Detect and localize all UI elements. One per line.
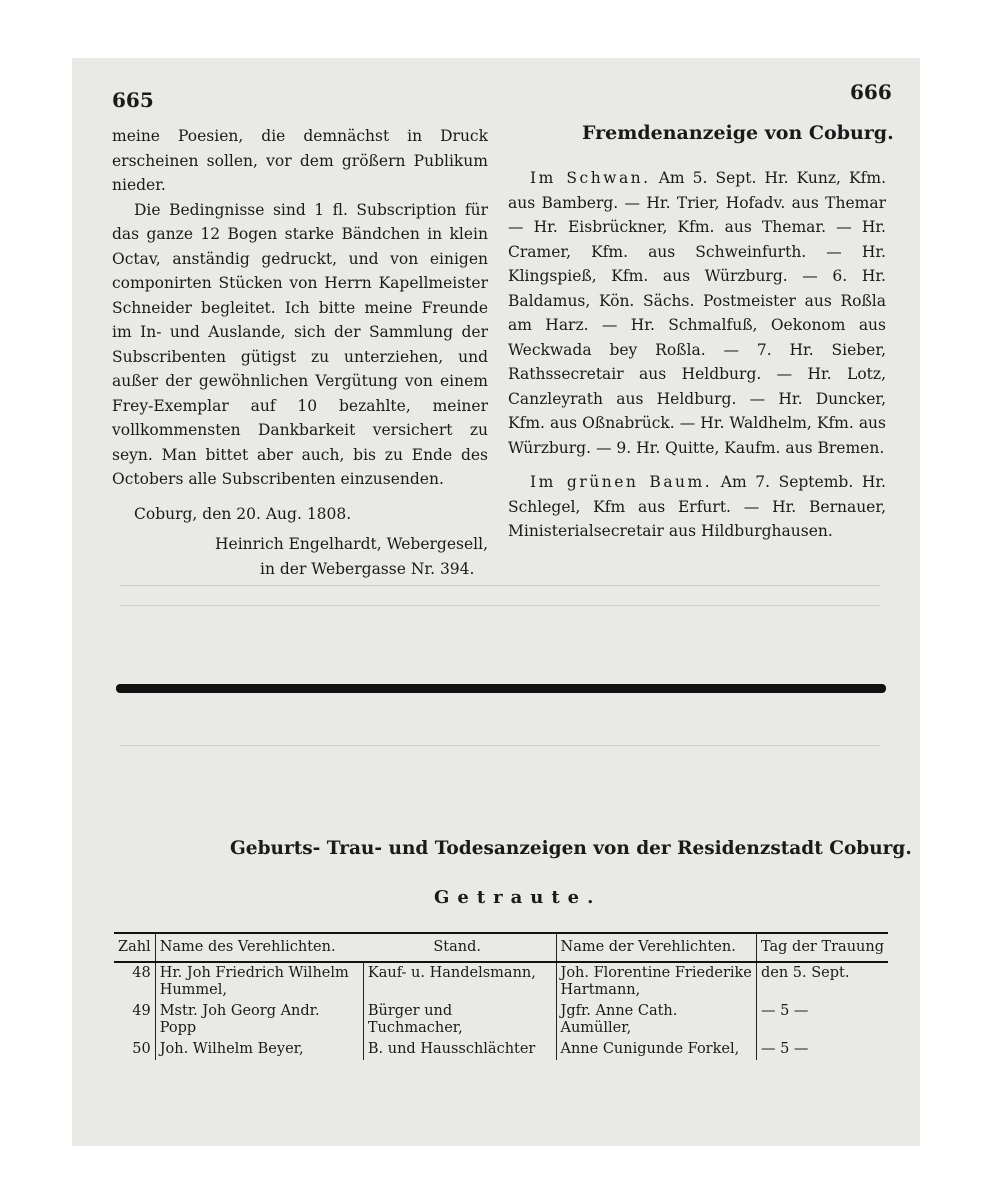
column-header: Tag der Trauung — [756, 933, 888, 962]
table-row — [114, 1001, 888, 1039]
paragraph — [508, 470, 886, 544]
table-row — [114, 1039, 888, 1060]
right-column — [508, 166, 886, 544]
table-cell: 49 — [132, 1003, 151, 1019]
paragraph-text: Am 7. Septemb. Hr. Schlegel, Kfm aus Erfurt. — Hr. Bernauer, Ministerialsecretair aus Hildburghausen. — [508, 473, 886, 540]
inn-name: Im grünen Baum. — [530, 473, 713, 491]
table-cell: Joh. Florentine Friederike Hartmann, — [556, 962, 756, 1001]
table-cell: Mstr. Joh Georg Andr. Popp — [155, 1001, 363, 1039]
column-header: Name des Verehlichten. — [155, 933, 363, 962]
column-header: Name der Verehlichten. — [556, 933, 756, 962]
paragraph-text: Am 5. Sept. Hr. Kunz, Kfm. aus Bamberg. — Hr. Trier, Hofadv. aus Themar — Hr. Eisbrückner, Kfm. aus Themar. — Hr. Cramer, Kfm. aus Schweinfurth. — Hr. Klingspieß, Kfm. aus Würzburg. — 6. Hr. Baldamus, Kön. Sächs. Postmeister aus Roßla am Harz. — Hr. Schmalfuß, Oekonom aus Weckwada bey Roßla. — 7. Hr. Sieber, Rathssecretair aus Heldburg. — Hr. Lotz, Canzleyrath aus Heldburg. — Hr. Duncker, Kfm. aus Oßnabrück. — Hr. Waldhelm, Kfm. aus Würzburg. — 9. Hr. Quitte, Kaufm. aus Bremen. — [508, 169, 886, 457]
table-cell: 50 — [132, 1041, 151, 1057]
table-header-row — [114, 933, 888, 962]
signature-line: in der Webergasse Nr. 394. — [260, 559, 475, 578]
paragraph: meine Poesien, die demnächst in Druck erscheinen sollen, vor dem größern Publikum nieder. — [112, 127, 488, 194]
table-cell: Anne Cunigunde Forkel, — [556, 1039, 756, 1060]
register-title: Geburts- Trau- und Todesanzeigen von der Residenzstadt Coburg. — [230, 838, 912, 859]
table-cell: — 5 — — [756, 1039, 888, 1060]
table-cell: — 5 — — [756, 1001, 888, 1039]
marriage-register-table — [114, 932, 888, 1060]
table-cell: 48 — [132, 965, 151, 981]
paragraph — [508, 166, 886, 460]
section-divider — [116, 684, 886, 693]
paragraph: Die Bedingnisse sind 1 fl. Subscription für das ganze 12 Bogen starke Bändchen in klein Octav, anständig gedruckt, und von einigen componirten Stücken von Herrn Kapellmeister Schneider begleitet. Ich bitte meine Freunde im In- und Auslande, sich der Sammlung der Subscribenten gütigst zu unterziehen, und außer der gewöhnlichen Vergütung von einem Frey-Exemplar auf 10 bezahlte, meiner vollkommensten Dankbarkeit versichert zu seyn. Man bittet aber auch, bis zu Ende des Octobers alle Subscribenten einzusenden. — [112, 200, 488, 488]
page-number-left: 665 — [112, 88, 154, 112]
table-cell: den 5. Sept. — [756, 962, 888, 1001]
table-cell: Jgfr. Anne Cath. Aumüller, — [556, 1001, 756, 1039]
table-cell: Bürger und Tuchmacher, — [363, 1001, 556, 1039]
table-cell: Hr. Joh Friedrich Wilhelm Hummel, — [155, 962, 363, 1001]
table-row — [114, 962, 888, 1001]
table-cell: Kauf- u. Handelsmann, — [363, 962, 556, 1001]
column-header: Zahl — [114, 933, 155, 962]
place-date: Coburg, den 20. Aug. 1808. — [134, 504, 352, 523]
column-header: Stand. — [363, 933, 556, 962]
section-heading: Fremdenanzeige von Coburg. — [582, 122, 894, 144]
table-cell: Joh. Wilhelm Beyer, — [155, 1039, 363, 1060]
signature-line: Heinrich Engelhardt, Webergesell, — [215, 535, 488, 553]
inn-name: Im Schwan. — [530, 169, 651, 187]
left-column — [112, 124, 488, 581]
page-number-right: 666 — [850, 80, 892, 104]
bleed-through-line — [120, 605, 880, 607]
bleed-through-line — [120, 585, 880, 587]
bleed-through-line — [120, 745, 880, 747]
register-subtitle: Getraute. — [434, 887, 602, 908]
table-cell: B. und Hausschlächter — [363, 1039, 556, 1060]
